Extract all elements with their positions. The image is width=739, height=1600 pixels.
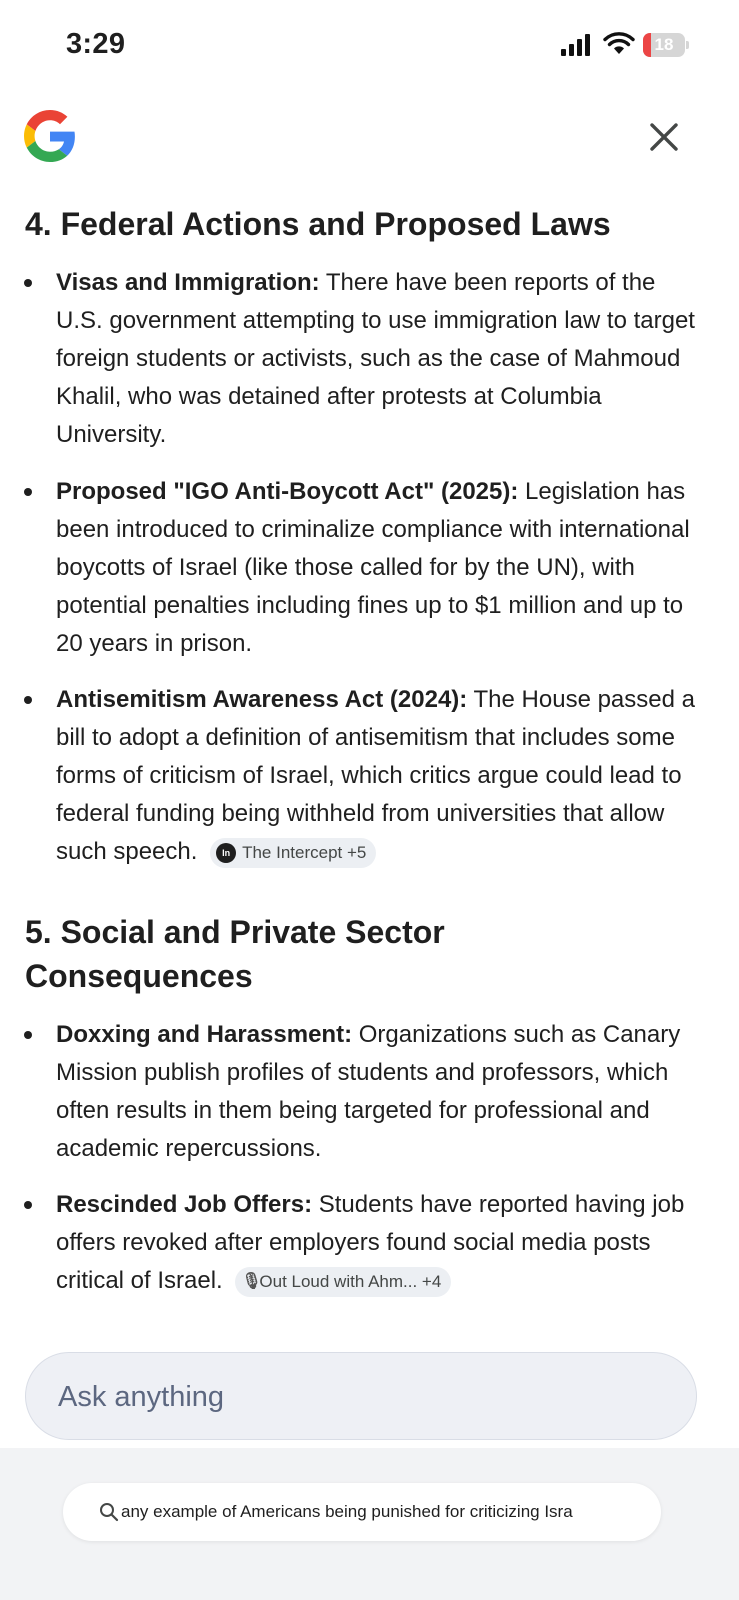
battery-nub — [686, 41, 689, 49]
section-title-line: Consequences — [25, 958, 253, 994]
item-heading: Visas and Immigration: — [56, 269, 320, 296]
source-chip[interactable] — [210, 838, 376, 868]
query-pill[interactable] — [63, 1483, 661, 1541]
item-text: Legislation has been introduced to criminalize compliance with international boycotts of Israel (like those called for by the UN), with potential penalties including fines up to $1 million and up to 20 years in prison. — [56, 478, 690, 657]
section-title-line: 5. Social and Private Sector — [25, 914, 445, 950]
ask-input[interactable] — [56, 1353, 660, 1441]
source-label: Out Loud with Ahm... +4 — [259, 1271, 442, 1291]
status-bar — [0, 0, 739, 95]
list-item — [56, 1016, 706, 1168]
ask-bar[interactable] — [25, 1352, 697, 1440]
answer-content — [0, 196, 739, 1346]
source-label: The Intercept +5 — [242, 842, 367, 862]
item-heading: Doxxing and Harassment: — [56, 1021, 353, 1048]
close-icon[interactable] — [642, 115, 686, 159]
google-logo-icon — [24, 110, 76, 162]
item-text: Organizations such as Canary Mission publish profiles of students and professors, which often results in them being targeted for professional and academic repercussions. — [56, 1021, 681, 1162]
battery-indicator — [643, 33, 689, 57]
section-title — [25, 910, 445, 998]
status-time: 3:29 — [66, 28, 126, 60]
item-text: Students have reported having job offers revoked after employers found social media posts critical of Israel. — [56, 1191, 685, 1294]
battery-body — [643, 33, 685, 57]
item-text: The House passed a bill to adopt a definition of antisemitism that includes some forms of criticism of Israel, which critics argue could lead to federal funding being withheld from universities that allow such speech. — [56, 686, 695, 865]
item-text: There have been reports of the U.S. government attempting to use immigration law to target foreign students or activists, such as the case of Mahmoud Khalil, who was detained after protests at Columbia University. — [56, 269, 695, 448]
battery-level: 18 — [654, 35, 674, 54]
microphone-icon: 🎙 — [241, 1273, 262, 1291]
cellular-signal-icon — [561, 34, 593, 56]
source-favicon-icon: In — [216, 843, 236, 863]
query-text: any example of Americans being punished for criticizing Isra — [121, 1502, 573, 1521]
section-title: 4. Federal Actions and Proposed Laws — [25, 206, 611, 242]
source-chip[interactable] — [235, 1267, 451, 1297]
item-heading: Rescinded Job Offers: — [56, 1191, 313, 1218]
wifi-icon — [603, 32, 635, 56]
list-item — [56, 264, 706, 454]
item-heading: Proposed "IGO Anti-Boycott Act" (2025): — [56, 478, 519, 505]
list-item — [56, 473, 706, 663]
list-item — [56, 1186, 706, 1300]
search-icon — [99, 1502, 119, 1522]
item-heading: Antisemitism Awareness Act (2024): — [56, 686, 468, 713]
list-item — [56, 681, 706, 871]
